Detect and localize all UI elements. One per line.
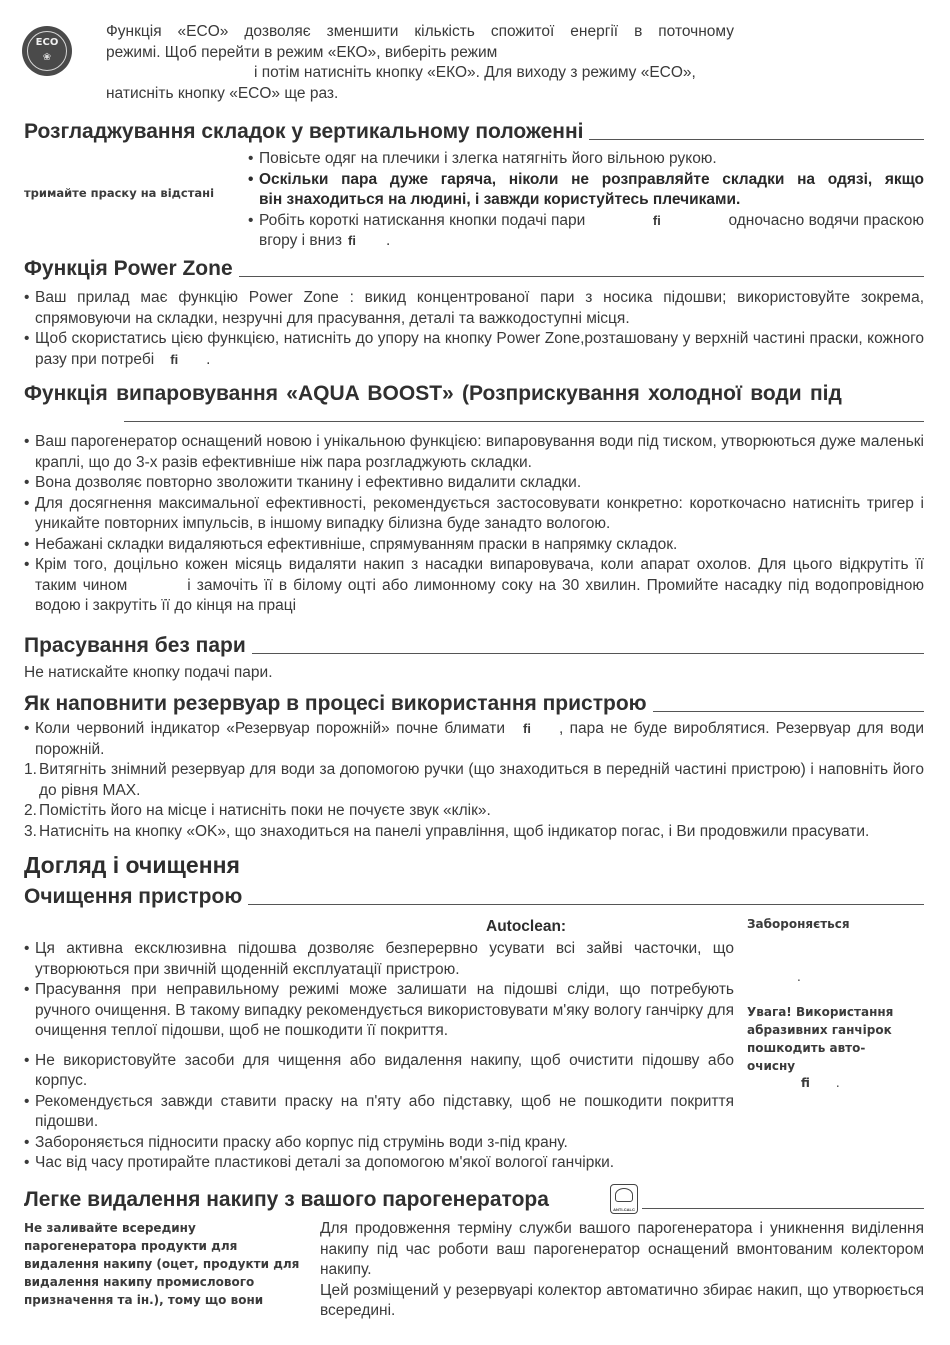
eco-text [106, 22, 734, 104]
list-item: • Оскільки пара дуже гаряча, ніколи не розправляйте складки на одязі, якщо він знаходиться на людині, і завжди користуйтесь плечиками. [248, 170, 924, 211]
list-item: • Не використовуйте засоби для чищення або видалення накипу, щоб очистити підошву або корпус. [24, 1051, 734, 1092]
steam-symbol: ﬁ [170, 351, 179, 367]
anti-calc-icon [610, 1184, 638, 1214]
list-item: • Забороняється підносити праску або корпус під струмінь води з-під крану. [24, 1133, 734, 1154]
cleaning-side-note-2: Увага! Використання абразивних ганчірок пошкодить авто-очисну [747, 1005, 894, 1073]
list-item: • Щоб скористатись цією функцією, натисніть до упору на кнопку Power Zone,розташовану у верхній частині праски, кожного разу при потребі ﬁ . [24, 329, 924, 370]
list-item: • Небажані складки видаляються ефективніше, спрямуванням праски в напрямку складок. [24, 535, 924, 556]
aqua-bullets [24, 432, 924, 617]
list-item: • Повісьте одяг на плечики і злегка натягніть його вільною рукою. [248, 149, 924, 170]
list-item: • Ця активна ексклюзивна підошва дозволяє безперервно усувати всі зайві часточки, що утворюються при звичній щоденній експлуатації пристрою. [24, 939, 734, 980]
eco-icon-label: ECO [35, 37, 59, 48]
page-title: Догляд і очищення [24, 852, 240, 878]
section-heading-vertical [24, 120, 924, 144]
section-heading-descale [24, 1188, 549, 1212]
section-heading-aqua-boost [24, 382, 924, 406]
heading-rule [124, 421, 924, 422]
eco-line: Функція «ECO» дозволяє зменшити кількість спожитої енергії в поточному [106, 23, 734, 40]
list-item: • Коли червоний індикатор «Резервуар порожній» почне блимати ﬁ , пара не буде вироблятися. Резервуар для води порожній. [24, 719, 924, 760]
heading-text: Очищення пристрою [24, 885, 243, 908]
eco-icon: ECO ❀ [22, 26, 72, 76]
refill-content [24, 719, 924, 842]
heading-rule [642, 1208, 924, 1209]
descale-text [320, 1219, 924, 1322]
cleaning-side-note-1: Забороняється [747, 917, 850, 931]
cleaning-side-symbol: ﬁ . [801, 1076, 840, 1090]
steam-symbol: ﬁ [347, 233, 356, 248]
descale-side-note: Не заливайте всередину парогенератора продукти для видалення накипу (оцет, продукти для видалення накипу промислового призначення та ін.), тому що вони [24, 1221, 300, 1307]
heading-text: Прасування без пари [24, 634, 246, 657]
list-item: • Ваш прилад має функцію Power Zone : викид концентрованої пари з носика підошви; використовуйте зокрема, спрямовуючи на складки, незручні для прасування, деталі та важкодоступні місця. [24, 288, 924, 329]
cleaning-bullets [24, 939, 734, 1174]
heading-text: Розгладжування складок у вертикальному положенні [24, 120, 584, 143]
list-item: 1. Витягніть знімний резервуар для води за допомогою ручки (що знаходиться в передній частині пристрою) і наповніть його до рівня MAX. [24, 761, 924, 799]
list-item: 3. Натисніть на кнопку «OK», що знаходиться на панелі управління, щоб індикатор погас, і Ви продовжили прасувати. [24, 822, 870, 840]
vertical-bullets [248, 149, 924, 252]
eco-line: і потім натисніть кнопку «ЕКО». Для виходу з режиму «ECO», [254, 64, 696, 81]
heading-text: Як наповнити резервуар в процесі використання пристрою [24, 692, 647, 715]
list-item: • Ваш парогенератор оснащений новою і унікальною функцією: випаровування води під тиском, утворюються дуже маленькі краплі, що до 3-х разів ефективніше ніж пара розгладжують складки. [24, 432, 924, 473]
list-item: 2. Помістіть його на місце і натисніть поки не почуєте звук «клік». [24, 802, 491, 819]
list-item: • Рекомендується завжди ставити праску на п'яту або підставку, щоб не пошкодити покриття підошви. [24, 1092, 734, 1133]
heading-text: Функція випаровування «AQUA BOOST» (Розприскування холодної води під [24, 382, 842, 405]
list-item: • Вона дозволяє повторно зволожити тканину і ефективно видалити складки. [24, 473, 924, 494]
list-item: • Прасування при неправильному режимі може залишати на підошві сліди, що потребують ручного очищення. В такому випадку рекомендується використовувати м'яку вологу ганчірку для очищення теплої підошви, щоб не пошкодити її покриття. [24, 980, 734, 1042]
indicator-symbol: ﬁ [523, 721, 531, 736]
vertical-side-label: тримайте праску на відстані [24, 186, 215, 200]
section-heading-power-zone [24, 257, 924, 281]
list-item: • Час від часу протирайте пластикові деталі за допомогою м'якої вологої ганчірки. [24, 1153, 734, 1174]
descale-paragraph: Для продовження терміну служби вашого парогенератора і уникнення виділення накипу під час роботи ваш парогенератор оснащений вмонтованим колектором накипу. [320, 1220, 924, 1278]
heading-text: Легке видалення накипу з вашого парогенератора [24, 1188, 549, 1211]
steam-symbol: ﬁ [652, 212, 661, 228]
cleaning-side-dot: . [797, 970, 801, 984]
no-steam-text: Не натискайте кнопку подачі пари. [24, 664, 273, 681]
section-heading-refill [24, 692, 924, 716]
section-heading-cleaning [24, 885, 924, 909]
section-heading-no-steam [24, 634, 924, 658]
autoclean-label: Autoclean: [486, 918, 567, 935]
descale-paragraph: Цей розміщений у резервуарі колектор автоматично збирає накип, що утворюється всередині. [320, 1281, 924, 1319]
heading-text: Функція Power Zone [24, 257, 233, 280]
list-item: • Крім того, доцільно кожен місяць видаляти накип з насадки випаровувача, коли апарат охолов. Для цього відкрутіть її таким чином і замочіть її в білому оцті або лимонному соку на 30 хвилин. Промийте насадку під водопровідною водою і закрутіть її до кінця на праці [24, 555, 924, 617]
anti-calc-label: ANTI-CALC [613, 1207, 635, 1212]
list-item: • Робіть короткі натискання кнопки подачі пари ﬁ одночасно водячи праскою вгору і вниз ﬁ . [248, 211, 924, 252]
eco-line: натисніть кнопку «ECO» ще раз. [106, 84, 339, 102]
eco-line: режимі. Щоб перейти в режим «ЕКО», виберіть режим [106, 43, 498, 61]
list-item: • Для досягнення максимальної ефективності, рекомендується застосовувати конкретно: короткочасно натисніть тригер і уникайте повторних імпульсів, в іншому випадку білизна буде занадто вологою. [24, 494, 924, 535]
power-zone-bullets [24, 288, 924, 370]
